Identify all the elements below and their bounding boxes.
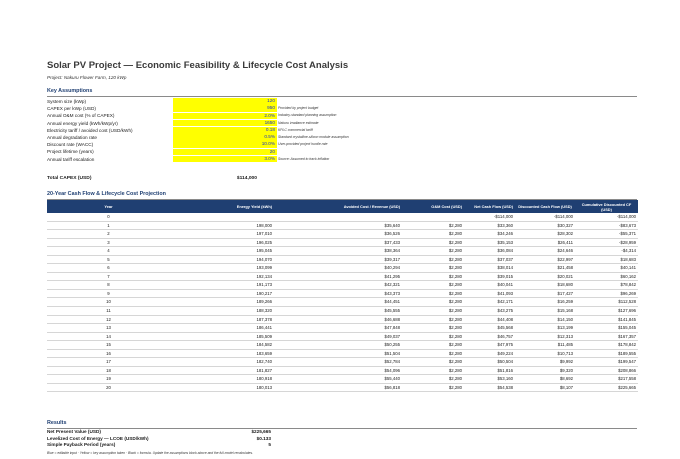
table-cell[interactable]: 197,010 [170,230,274,239]
table-cell[interactable]: 181,827 [170,366,274,375]
table-cell[interactable]: $15,168 [515,307,575,316]
table-cell[interactable]: 196,025 [170,238,274,247]
table-cell[interactable]: $14,150 [515,315,575,324]
table-cell[interactable]: $2,280 [402,298,464,307]
table-cell[interactable]: $2,280 [402,281,464,290]
page-title: Solar PV Project — Economic Feasibility & Lifecycle Cost Analysis [47,60,349,71]
table-cell[interactable]: $41,295 [274,272,402,281]
table-cell[interactable]: $2,280 [402,366,464,375]
table-cell[interactable]: $46,757 [464,332,515,341]
results-heading: Results [47,420,67,426]
table-cell[interactable]: $39,015 [464,272,515,281]
table-cell[interactable]: $49,037 [274,332,402,341]
table-cell[interactable]: $44,451 [274,298,402,307]
table-cell[interactable]: $189,555 [575,349,638,358]
table-cell[interactable]: $96,269 [575,289,638,298]
assumption-row [47,105,427,112]
assumption-input[interactable]: 0.18 [173,127,277,134]
table-cell[interactable]: $2,280 [402,307,464,316]
table-cell[interactable]: 194,070 [170,255,274,264]
table-cell[interactable]: -$83,673 [575,221,638,230]
table-cell[interactable]: 193,099 [170,264,274,273]
table-cell[interactable]: $9,992 [515,358,575,367]
table-cell[interactable]: 191,173 [170,281,274,290]
assumption-note: Nakuru irradiance estimate [278,120,319,125]
table-cell[interactable]: $155,045 [575,324,638,333]
assumption-label: System size (kWp) [47,99,87,104]
table-cell[interactable]: $42,171 [464,298,515,307]
table-cell[interactable]: $78,842 [575,281,638,290]
table-cell[interactable]: $41,093 [464,289,515,298]
table-cell[interactable]: 13 [47,324,170,333]
table-cell[interactable]: $45,555 [274,307,402,316]
table-cell[interactable]: $50,504 [464,358,515,367]
table-cell[interactable]: $2,280 [402,255,464,264]
column-header: Cumulative Discounted CF (USD) [575,200,638,213]
table-cell[interactable]: $47,848 [274,324,402,333]
assumption-label: Annual energy yield (kWh/kWp/yr) [47,120,118,126]
table-cell[interactable]: 180,013 [170,383,274,392]
table-row [47,383,638,392]
footnote: Blue = editable input · Yellow = key assumption taken · Black = formula. Update the assumptions block above and the full model recalculates. [47,451,254,455]
table-row [47,298,638,307]
assumption-input[interactable]: 1650 [173,120,277,127]
table-cell[interactable]: $8,692 [515,375,575,384]
table-cell[interactable]: 8 [47,281,170,290]
table-row [47,272,638,281]
table-cell[interactable]: $225,665 [575,383,638,392]
table-cell[interactable]: 12 [47,315,170,324]
assumption-note: Standard crystalline-silicon module assumption [278,134,349,139]
table-cell[interactable]: 186,441 [170,324,274,333]
table-cell[interactable]: -$114,000 [515,213,575,221]
table-cell[interactable]: $40,294 [274,264,402,273]
table-cell[interactable]: $11,485 [515,341,575,350]
cashflow-header-row [47,200,638,213]
table-cell[interactable]: $36,526 [274,230,402,239]
table-cell[interactable]: $40,141 [575,264,638,273]
table-cell[interactable]: $2,280 [402,230,464,239]
table-cell[interactable]: $55,440 [274,375,402,384]
assumption-input[interactable]: 2.0% [173,113,277,120]
table-cell[interactable]: $40,041 [464,281,515,290]
assumption-note: Provided by project budget [278,106,319,111]
table-cell[interactable]: $28,302 [515,230,575,239]
table-cell[interactable]: 1 [47,221,170,230]
table-row [47,213,638,221]
table-cell[interactable]: $36,084 [464,247,515,256]
table-cell[interactable]: $2,280 [402,247,464,256]
table-cell[interactable]: $2,280 [402,349,464,358]
assumptions-block [47,98,427,163]
table-cell[interactable]: $17,427 [515,289,575,298]
table-cell[interactable]: 17 [47,358,170,367]
assumption-row [47,112,427,119]
result-label: Simple Payback Period (years) [47,442,116,448]
table-cell[interactable]: 185,509 [170,332,274,341]
table-cell[interactable]: $2,280 [402,332,464,341]
table-cell[interactable]: $43,373 [274,289,402,298]
table-cell[interactable]: $178,842 [575,341,638,350]
table-cell[interactable]: -$28,959 [575,238,638,247]
table-cell[interactable]: 16 [47,349,170,358]
table-row [47,230,638,239]
table-row [47,221,638,230]
table-cell[interactable]: $44,408 [464,315,515,324]
table-cell[interactable]: $51,504 [274,349,402,358]
table-cell[interactable]: $199,547 [575,358,638,367]
table-cell[interactable]: -$114,000 [575,213,638,221]
table-row [47,358,638,367]
result-payback-row [47,442,271,447]
assumption-input[interactable]: 120 [173,98,277,105]
table-cell[interactable]: $35,153 [464,238,515,247]
column-header: Net Cash Flow (USD) [464,200,515,213]
table-cell[interactable]: -$114,000 [464,213,515,221]
result-label: Levelized Cost of Energy — LCOE (USD/kWh) [47,435,149,441]
table-cell[interactable]: $56,818 [274,383,402,392]
table-cell[interactable]: 188,320 [170,307,274,316]
assumption-note: KPLC commercial tariff [278,127,313,132]
table-cell[interactable]: 190,217 [170,289,274,298]
table-cell[interactable]: $38,364 [274,247,402,256]
table-row [47,238,638,247]
assumption-row [47,141,427,148]
table-cell[interactable] [402,213,464,221]
column-header: Discounted Cash Flow (USD) [515,200,575,213]
table-cell[interactable]: 2 [47,230,170,239]
table-cell[interactable]: $141,845 [575,315,638,324]
cashflow-body [47,213,638,392]
table-cell[interactable]: 0 [47,213,170,221]
table-cell[interactable]: $30,327 [515,221,575,230]
column-header: O&M Cost (USD) [402,200,464,213]
assumption-note: Industry-standard planning assumption [278,113,337,118]
table-cell[interactable] [274,213,402,221]
table-cell[interactable]: $45,568 [464,324,515,333]
assumption-note: Source: Assumed to track inflation [278,156,330,161]
assumption-row [47,127,427,134]
assumption-row [47,134,427,141]
table-cell[interactable]: $26,411 [515,238,575,247]
table-cell[interactable]: $217,558 [575,375,638,384]
assumption-input[interactable]: 3.0% [173,156,277,163]
table-cell[interactable]: $2,280 [402,358,464,367]
table-cell[interactable]: $35,640 [274,221,402,230]
table-cell[interactable]: $2,280 [402,238,464,247]
table-cell[interactable]: 198,000 [170,221,274,230]
table-row [47,264,638,273]
assumption-row [47,98,427,105]
assumption-label: Project lifetime (years) [47,149,94,155]
assumption-input[interactable]: 950 [173,105,277,112]
table-cell[interactable]: 3 [47,238,170,247]
table-cell[interactable]: $54,538 [464,383,515,392]
table-cell[interactable]: $9,320 [515,366,575,375]
table-cell[interactable]: 189,266 [170,298,274,307]
table-cell[interactable]: $42,321 [274,281,402,290]
table-cell[interactable]: $51,816 [464,366,515,375]
assumption-row [47,120,427,127]
assumption-label: Discount rate (WACC) [47,142,94,148]
table-cell[interactable]: $46,688 [274,315,402,324]
cashflow-heading: 20-Year Cash Flow & Lifecycle Cost Projection [47,191,166,197]
table-cell[interactable]: $208,866 [575,366,638,375]
assumption-label: CAPEX per kWp (USD) [47,106,96,112]
table-cell[interactable]: $24,646 [515,247,575,256]
table-cell[interactable]: $18,683 [575,255,638,264]
table-cell[interactable]: 15 [47,341,170,350]
table-row [47,375,638,384]
table-row [47,341,638,350]
table-cell[interactable]: $112,528 [575,298,638,307]
table-cell[interactable]: 20 [47,383,170,392]
table-row [47,255,638,264]
table-row [47,307,638,316]
table-cell[interactable]: $8,107 [515,383,575,392]
table-cell[interactable]: 14 [47,332,170,341]
table-cell[interactable]: $37,433 [274,238,402,247]
table-row [47,332,638,341]
assumption-row [47,156,427,163]
table-cell[interactable]: $2,280 [402,375,464,384]
table-cell[interactable]: $22,997 [515,255,575,264]
table-cell[interactable]: $38,014 [464,264,515,273]
result-lcoe-row [47,436,271,441]
table-row [47,289,638,298]
table-cell[interactable]: 10 [47,298,170,307]
page-subtitle: Project: Nakuru Flower Farm, 120 kWp [47,75,127,80]
table-row [47,315,638,324]
result-value: 5 [268,442,271,448]
table-cell[interactable]: $13,199 [515,324,575,333]
assumption-label: Annual tariff escalation [47,156,95,162]
column-header: Energy Yield (kWh) [170,200,274,213]
table-row [47,247,638,256]
table-cell[interactable]: $16,259 [515,298,575,307]
table-cell[interactable]: 7 [47,272,170,281]
table-cell[interactable]: $2,280 [402,272,464,281]
table-cell[interactable]: 11 [47,307,170,316]
table-cell[interactable]: 180,918 [170,375,274,384]
assumption-input[interactable]: 0.5% [173,134,277,141]
table-cell[interactable]: 18 [47,366,170,375]
table-cell[interactable]: $53,160 [464,375,515,384]
result-label: Net Present Value (USD) [47,428,101,434]
assumption-label: Annual O&M cost (% of CAPEX) [47,113,115,119]
table-cell[interactable]: 187,378 [170,315,274,324]
table-cell[interactable]: $43,275 [464,307,515,316]
total-capex-row [47,176,257,181]
table-cell[interactable]: 4 [47,247,170,256]
table-cell[interactable]: $60,162 [575,272,638,281]
table-cell[interactable]: -$4,314 [575,247,638,256]
table-cell[interactable]: -$55,371 [575,230,638,239]
assumption-row [47,148,427,155]
table-cell[interactable]: $39,317 [274,255,402,264]
table-cell[interactable]: $127,696 [575,307,638,316]
table-cell[interactable]: $167,357 [575,332,638,341]
table-cell[interactable]: 192,134 [170,272,274,281]
table-cell[interactable]: 195,045 [170,247,274,256]
table-cell[interactable]: $2,280 [402,383,464,392]
table-cell[interactable]: $49,224 [464,349,515,358]
table-cell[interactable]: 184,582 [170,341,274,350]
table-cell[interactable]: 5 [47,255,170,264]
assumption-label: Electricity tariff / avoided cost (USD/kWh) [47,127,133,133]
result-npv-row [47,429,271,434]
table-row [47,349,638,358]
table-cell[interactable]: $2,280 [402,264,464,273]
table-cell[interactable]: $21,458 [515,264,575,273]
table-cell[interactable]: $54,096 [274,366,402,375]
column-header: Avoided Cost / Revenue (USD) [274,200,402,213]
table-cell[interactable]: 19 [47,375,170,384]
table-cell[interactable]: 183,659 [170,349,274,358]
table-cell[interactable]: $12,313 [515,332,575,341]
table-row [47,366,638,375]
table-cell[interactable]: $34,246 [464,230,515,239]
table-cell[interactable] [170,213,274,221]
table-row [47,281,638,290]
cashflow-table [47,200,638,392]
table-row [47,324,638,333]
assumption-input[interactable]: 10.0% [173,141,277,148]
table-cell[interactable]: $20,021 [515,272,575,281]
total-capex-label: Total CAPEX (USD) [47,176,92,181]
assumption-label: Annual degradation rate [47,134,98,140]
table-cell[interactable]: $52,784 [274,358,402,367]
assumptions-heading: Key Assumptions [47,88,93,94]
table-cell[interactable]: $47,975 [464,341,515,350]
table-cell[interactable]: $2,280 [402,221,464,230]
table-cell[interactable]: $50,255 [274,341,402,350]
table-cell[interactable]: 182,740 [170,358,274,367]
result-value: $0.133 [256,435,271,441]
column-header: Year [47,200,170,213]
table-cell[interactable]: $2,280 [402,324,464,333]
table-cell[interactable]: $2,280 [402,289,464,298]
assumption-note: User-provided project hurdle rate [278,142,328,147]
result-value: $225,665 [251,428,271,434]
table-cell[interactable]: $2,280 [402,315,464,324]
assumption-input[interactable]: 20 [173,149,277,156]
assumptions-divider [47,96,637,97]
table-cell[interactable]: 9 [47,289,170,298]
table-cell[interactable]: $2,280 [402,341,464,350]
table-cell[interactable]: 6 [47,264,170,273]
table-cell[interactable]: $37,037 [464,255,515,264]
total-capex-value: $114,000 [236,176,257,181]
table-cell[interactable]: $33,360 [464,221,515,230]
table-cell[interactable]: $18,680 [515,281,575,290]
table-cell[interactable]: $10,713 [515,349,575,358]
